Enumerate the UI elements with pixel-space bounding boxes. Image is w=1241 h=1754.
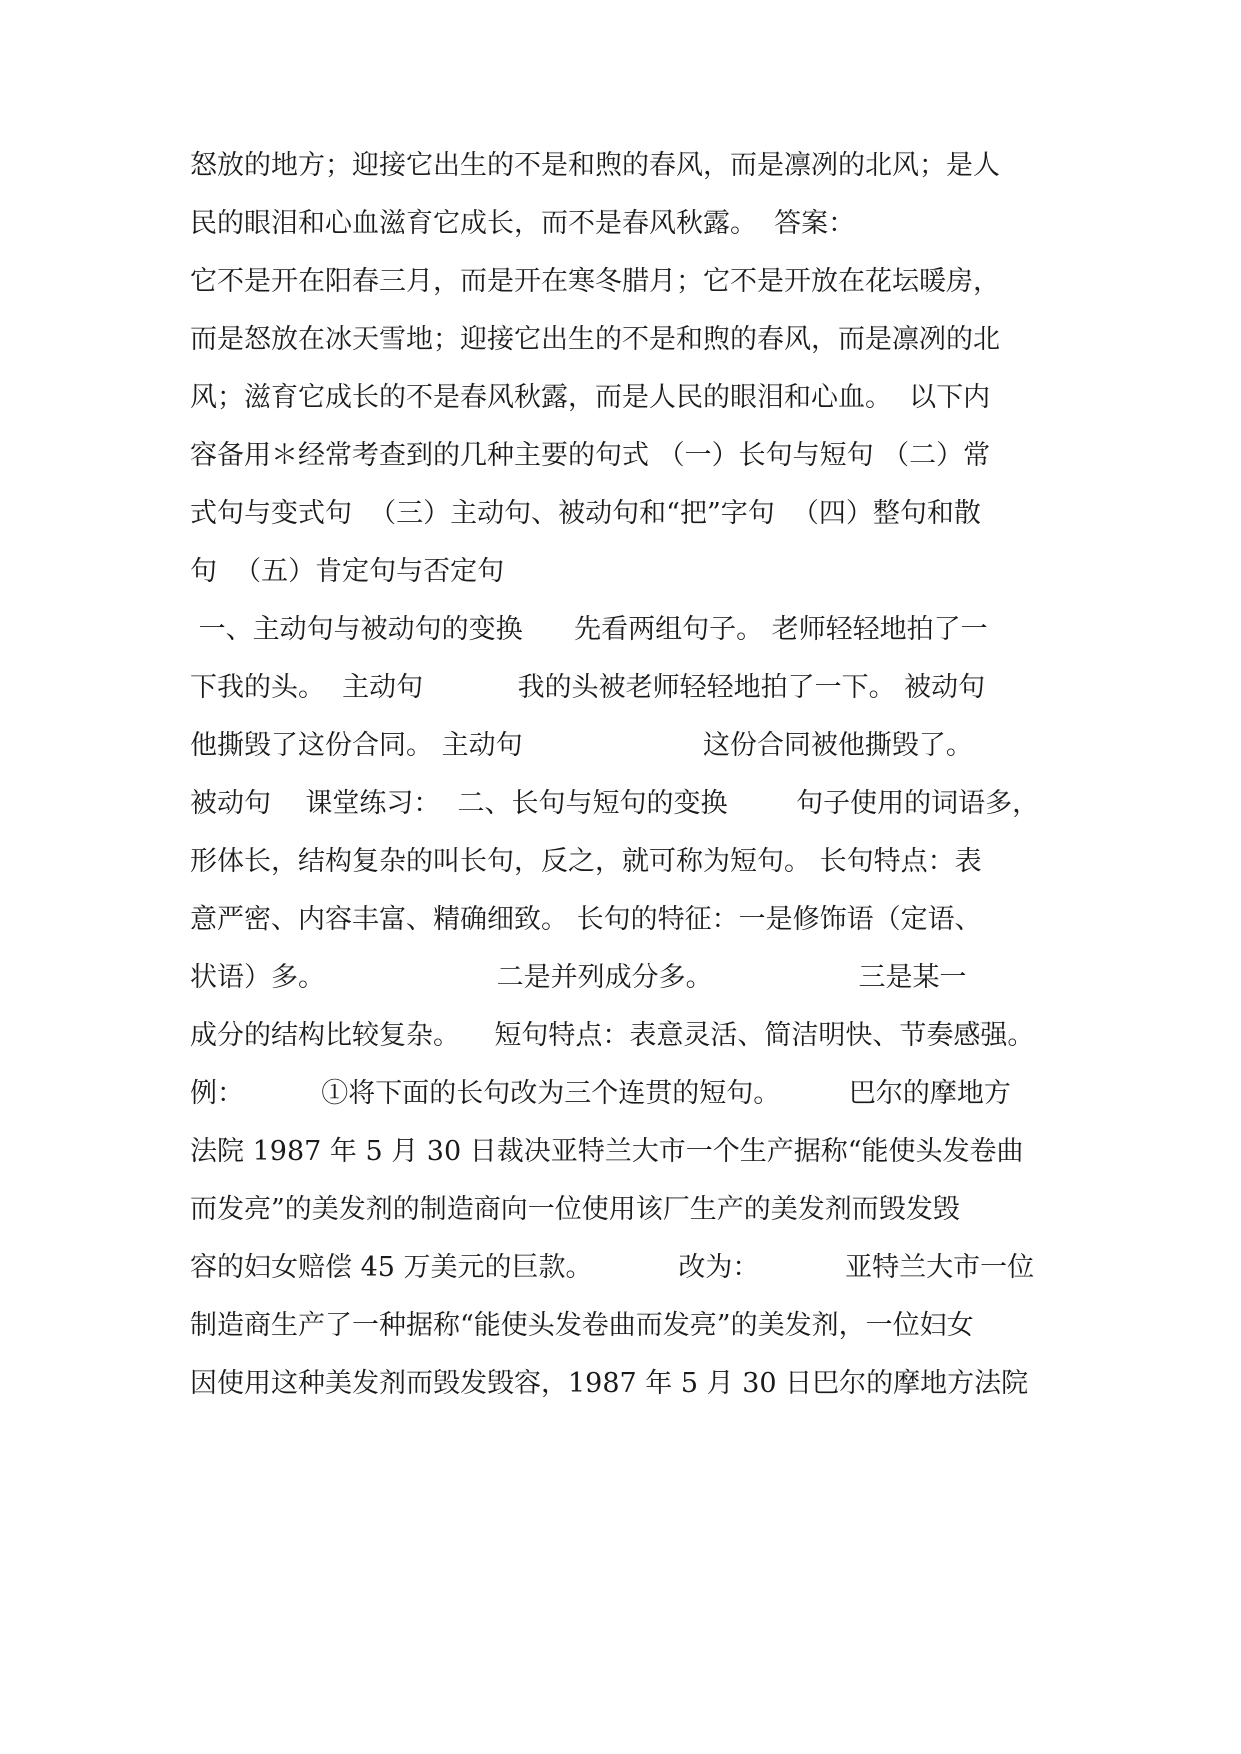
text-line: 而是怒放在冰天雪地；迎接它出生的不是和煦的春风，而是凛冽的北 (190, 324, 1000, 355)
text-line: 式句与变式句 （三）主动句、被动句和“把”字句 （四）整句和散 (190, 498, 981, 529)
text-line: 怒放的地方；迎接它出生的不是和煦的春风，而是凛冽的北风；是人 (190, 150, 1000, 181)
text-line: 容的妇女赔偿 45 万美元的巨款。 改为： 亚特兰大市一位 (190, 1252, 1035, 1283)
text-line: 法院 1987 年 5 月 30 日裁决亚特兰大市一个生产据称“能使头发卷曲 (190, 1136, 1024, 1167)
text-line: 因使用这种美发剂而毁发毁容，1987 年 5 月 30 日巴尔的摩地方法院 (190, 1368, 1029, 1399)
text-line: 句 （五）肯定句与否定句 (190, 556, 505, 587)
text-line: 形体长，结构复杂的叫长句，反之，就可称为短句。 长句特点：表 (190, 846, 982, 877)
text-line: 它不是开在阳春三月，而是开在寒冬腊月；它不是开放在花坛暖房， (190, 266, 1000, 297)
text-line: 被动句 课堂练习： 二、长句与短句的变换 句子使用的词语多， (190, 788, 1040, 819)
text-line: 成分的结构比较复杂。 短句特点：表意灵活、简洁明快、节奏感强。 (190, 1020, 1035, 1051)
text-line: 风；滋育它成长的不是春风秋露，而是人民的眼泪和心血。 以下内 (190, 382, 991, 413)
text-line: 而发亮”的美发剂的制造商向一位使用该厂生产的美发剂而毁发毁 (190, 1194, 960, 1225)
text-line: 民的眼泪和心血滋育它成长，而不是春风秋露。 答案： (190, 208, 856, 239)
text-line: 下我的头。 主动句 我的头被老师轻轻地拍了一下。 被动句 (190, 672, 986, 703)
text-line: 状语）多。 二是并列成分多。 三是某一 (190, 962, 967, 993)
text-line: 容备用＊经常考查到的几种主要的句式 （一）长句与短句 （二）常 (190, 440, 991, 471)
text-line: 意严密、内容丰富、精确细致。 长句的特征：一是修饰语（定语、 (190, 904, 982, 935)
section-heading-line: 一、主动句与被动句的变换 先看两组句子。 老师轻轻地拍了一 (190, 614, 988, 645)
text-line: 他撕毁了这份合同。 主动句 这份合同被他撕毁了。 (190, 730, 973, 761)
text-line: 例： ①将下面的长句改为三个连贯的短句。 巴尔的摩地方 (190, 1078, 1011, 1109)
text-line: 制造商生产了一种据称“能使头发卷曲而发亮”的美发剂，一位妇女 (190, 1310, 974, 1341)
